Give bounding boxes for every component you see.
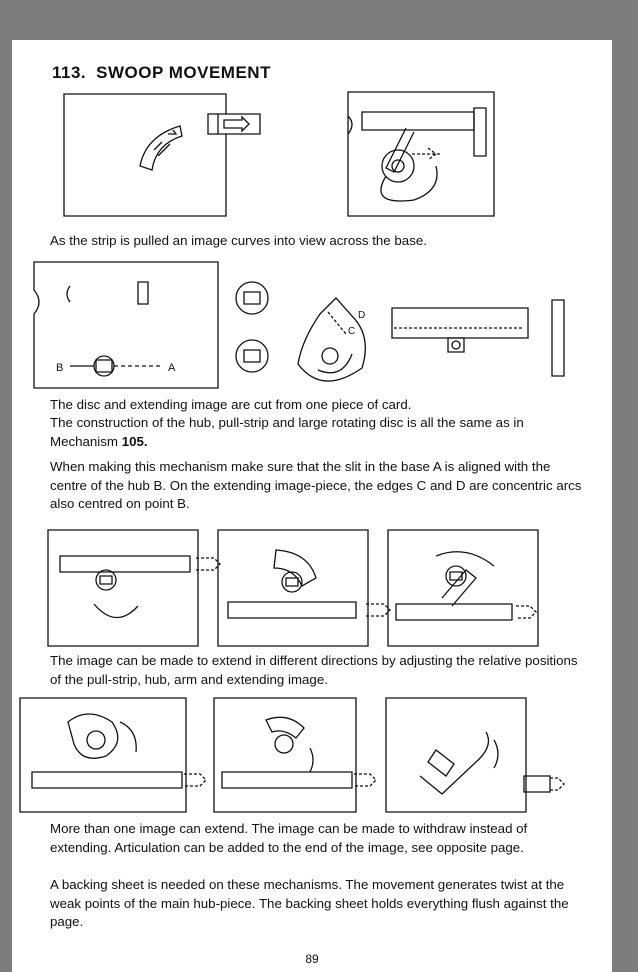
- figure-variations-row-1: [46, 526, 546, 650]
- figure-parts: [22, 256, 592, 391]
- paragraph-intro: As the strip is pulled an image curves into view across the base.: [50, 233, 427, 248]
- paragraph-directions: The image can be made to extend in different directions by adjusting the relative positions of the pull-strip, hub, arm and extending image.: [50, 653, 578, 687]
- disc-with-extending-image: [298, 298, 365, 381]
- paragraph-construction-2: [50, 414, 590, 451]
- construction-text: The construction of the hub, pull-strip and large rotating disc is all the same as in Mechanism: [50, 415, 524, 449]
- paragraph-multiple-images: More than one image can extend. The image can be made to withdraw instead of extending. Articulation can be added to the end of the image, see opposite page.: [50, 821, 528, 855]
- variation-2: [218, 530, 368, 646]
- figure-overview: [50, 88, 500, 220]
- base-card-illustration: [64, 94, 226, 216]
- hub-piece-bottom: [236, 340, 268, 372]
- figure-variations-row-2: [16, 692, 576, 816]
- book-page: [12, 40, 612, 972]
- mechanism-number: 113.: [52, 63, 87, 82]
- mechanism-reference: 105.: [121, 433, 148, 449]
- pull-strip-part: [392, 308, 528, 338]
- page-title: [52, 63, 281, 83]
- hub-piece-top: [236, 282, 268, 314]
- variation-1: [48, 530, 198, 646]
- paragraph-alignment: When making this mechanism make sure that the slit in the base A is aligned with the centre of the hub B. On the extending image-piece, the edges C and D are concentric arcs also centred on point B.: [50, 459, 582, 511]
- variation-multiple-images: [20, 698, 186, 812]
- mechanism-title: SWOOP MOVEMENT: [96, 63, 271, 82]
- paragraph-backing-sheet: A backing sheet is needed on these mechanisms. The movement generates twist at the weak points of the main hub-piece. The backing sheet holds everything flush against the page.: [50, 877, 569, 929]
- paragraph-construction-1: The disc and extending image are cut from one piece of card.: [50, 397, 412, 412]
- label-d: D: [358, 310, 366, 321]
- label-b: B: [56, 362, 64, 374]
- label-c: C: [348, 326, 356, 337]
- label-a: A: [168, 362, 176, 374]
- page-number: 89: [305, 952, 319, 966]
- variation-3: [388, 530, 538, 646]
- arm-part: [552, 300, 564, 376]
- variation-articulated: [386, 698, 526, 812]
- variation-withdraw: [214, 698, 356, 812]
